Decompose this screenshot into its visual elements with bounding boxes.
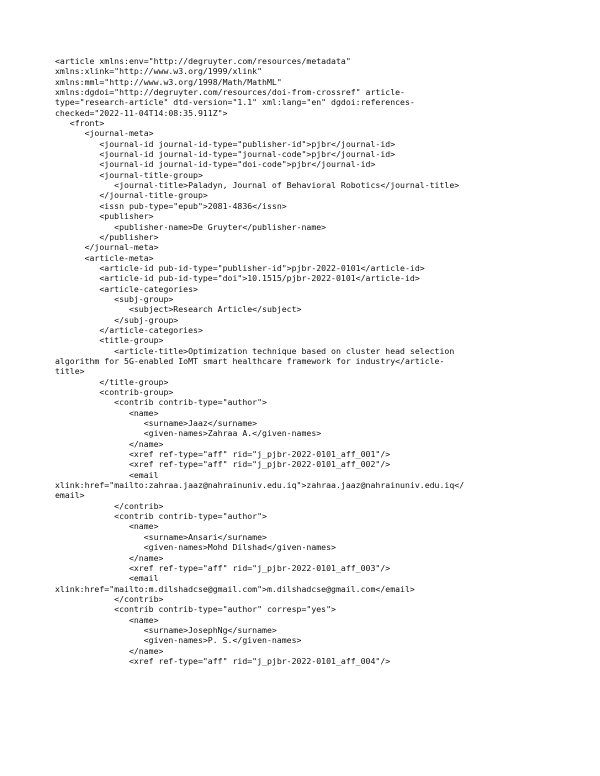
code-line: xmlns:mml="http://www.w3.org/1998/Math/MathML" [55,76,282,87]
code-line: <front> [55,118,105,129]
code-line: <name> [55,407,159,418]
code-line: <article-id pub-id-type="publisher-id">pjbr-2022-0101</article-id> [55,262,425,273]
code-line: <surname>Ansari</surname> [55,531,267,542]
code-line: xmlns:dgdoi="http://degruyter.com/resources/doi-from-crossref" article- [55,87,405,98]
code-line: <issn pub-type="epub">2081-4836</issn> [55,200,287,211]
code-line: </contrib> [55,500,164,511]
code-line: xmlns:xlink="http://www.w3.org/1999/xlink" [55,66,263,77]
code-line: </name> [55,552,164,563]
code-line: <xref ref-type="aff" rid="j_pjbr-2022-0101_aff_004"/> [55,655,391,666]
code-line: <email [55,573,159,584]
code-line: checked="2022-11-04T14:08:35.911Z"> [55,107,228,118]
code-line: <journal-id journal-id-type="journal-code">pjbr</journal-id> [55,149,396,160]
code-line: <name> [55,521,159,532]
code-line: <email [55,469,159,480]
code-line: xlink:href="mailto:zahraa.jaaz@nahrainuniv.edu.iq">zahraa.jaaz@nahrainuniv.edu.iq</ [55,480,465,491]
code-line: </name> [55,645,164,656]
code-line: <title-group> [55,335,164,346]
code-line: </subj-group> [55,314,179,325]
code-line: <name> [55,614,159,625]
code-line: <journal-meta> [55,128,154,139]
code-line: <contrib contrib-type="author"> [55,511,267,522]
code-line: <article-id pub-id-type="doi">10.1515/pjbr-2022-0101</article-id> [55,273,420,284]
code-line: <xref ref-type="aff" rid="j_pjbr-2022-0101_aff_001"/> [55,449,391,460]
code-line: email> [55,490,85,501]
code-line: <article xmlns:env="http://degruyter.com/resources/metadata" [55,56,351,66]
code-line: algorithm for 5G-enabled IoMT smart healthcare framework for industry</article- [55,355,445,366]
code-line: <article-meta> [55,252,154,263]
code-line: <article-categories> [55,283,198,294]
code-line: </journal-meta> [55,242,159,253]
code-line: xlink:href="mailto:m.dilshadcse@gmail.com">m.dilshadcse@gmail.com</email> [55,583,415,594]
code-line: <xref ref-type="aff" rid="j_pjbr-2022-0101_aff_002"/> [55,459,391,470]
code-line: <subj-group> [55,293,174,304]
code-line: </title-group> [55,376,169,387]
code-line: <surname>JosephNg</surname> [55,624,277,635]
code-line: </contrib> [55,593,164,604]
code-line: <contrib contrib-type="author" corresp="yes"> [55,604,336,615]
xml-source-text [55,56,555,666]
code-line: <article-title>Optimization technique based on cluster head selection [55,345,455,356]
code-line: <journal-id journal-id-type="publisher-id">pjbr</journal-id> [55,138,396,149]
code-line: <publisher-name>De Gruyter</publisher-name> [55,221,327,232]
code-line: type="research-article" dtd-version="1.1" xml:lang="en" dgdoi:references- [55,97,415,108]
code-line: <xref ref-type="aff" rid="j_pjbr-2022-0101_aff_003"/> [55,562,391,573]
code-line: <subject>Research Article</subject> [55,304,302,315]
code-line: </name> [55,438,164,449]
code-line: <contrib contrib-type="author"> [55,397,267,408]
code-line: <journal-id journal-id-type="doi-code">pjbr</journal-id> [55,159,376,170]
code-line: <journal-title>Paladyn, Journal of Behavioral Robotics</journal-title> [55,180,460,191]
code-line: </article-categories> [55,324,203,335]
code-line: </publisher> [55,231,159,242]
code-line: <contrib-group> [55,387,174,397]
code-line: <journal-title-group> [55,169,203,180]
code-line: <surname>Jaaz</surname> [55,418,258,429]
code-line: </journal-title-group> [55,190,208,201]
code-line: <given-names>Zahraa A.</given-names> [55,428,322,439]
code-line: <given-names>Mohd Dilshad</given-names> [55,542,336,553]
code-line: <publisher> [55,211,154,222]
code-line: <given-names>P. S.</given-names> [55,635,302,646]
code-line: title> [55,366,85,377]
